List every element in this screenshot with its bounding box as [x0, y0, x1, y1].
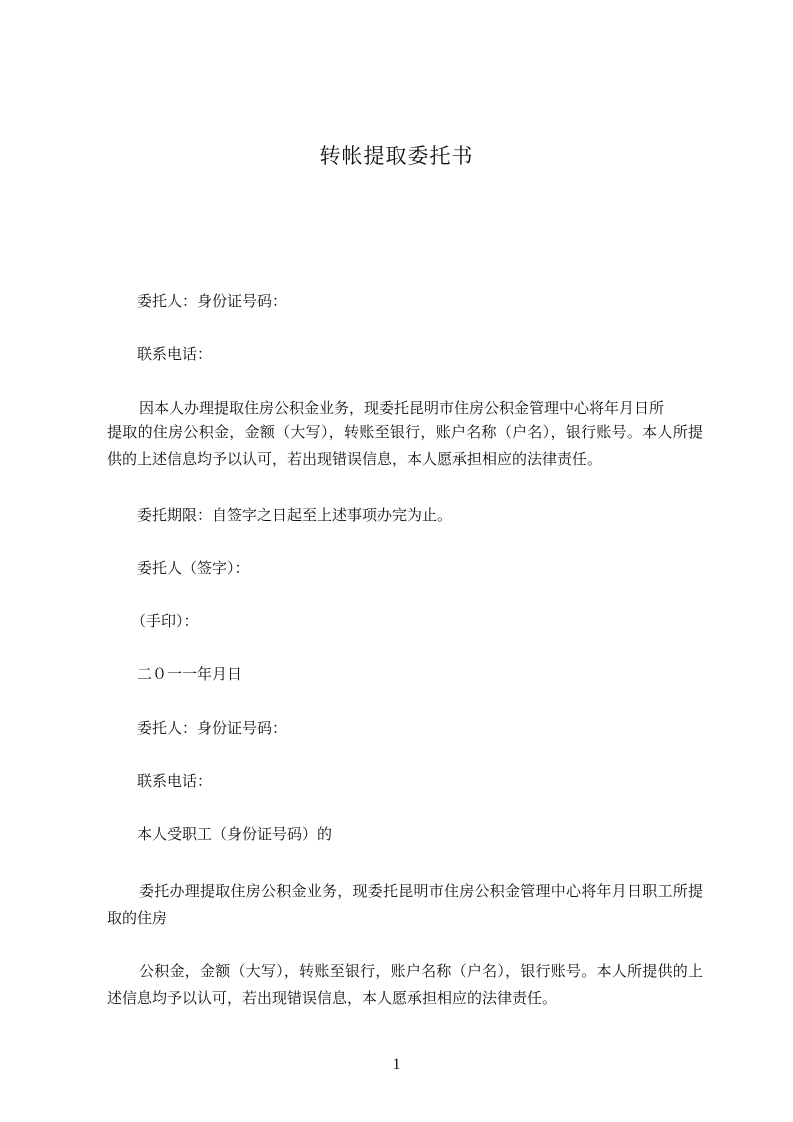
fingerprint-line: （手印）：: [131, 612, 199, 630]
entrust-paragraph-3: 公积金，金额（大写），转账至银行，账户名称（户名），银行账号。本人所提供的上述信息均予以认可，若出现错误信息，本人愿承担相应的法律责任。: [107, 962, 703, 1007]
date-line: 二０一一年月日: [137, 665, 243, 683]
entrust-paragraph-2: 委托办理提取住房公积金业务，现委托昆明市住房公积金管理中心将年月日职工所提取的住房: [107, 882, 703, 927]
entrust-paragraph-rest: 提取的住房公积金，金额（大写），转账至银行，账户名称（户名），银行账号。本人所提供的上述信息均予以认可，若出现错误信息，本人愿承担相应的法律责任。: [107, 423, 703, 468]
entrust-paragraph-first-line: 因本人办理提取住房公积金业务，现委托昆明市住房公积金管理中心将年月日所: [139, 399, 665, 417]
document-title: 转帐提取委托书: [319, 144, 474, 168]
principal-id-line-1: 委托人：身份证号码：: [137, 292, 288, 310]
principal-id-line-2: 委托人：身份证号码：: [137, 719, 288, 737]
page-number: 1: [392, 1056, 401, 1073]
acceptance-line: 本人受职工（身份证号码）的: [137, 825, 333, 843]
entrust-term-line: 委托期限：自签字之日起至上述事项办完为止。: [137, 506, 453, 524]
contact-phone-line-2: 联系电话：: [137, 772, 213, 790]
signature-line: 委托人（签字）：: [137, 559, 250, 577]
contact-phone-line-1: 联系电话：: [137, 345, 213, 363]
